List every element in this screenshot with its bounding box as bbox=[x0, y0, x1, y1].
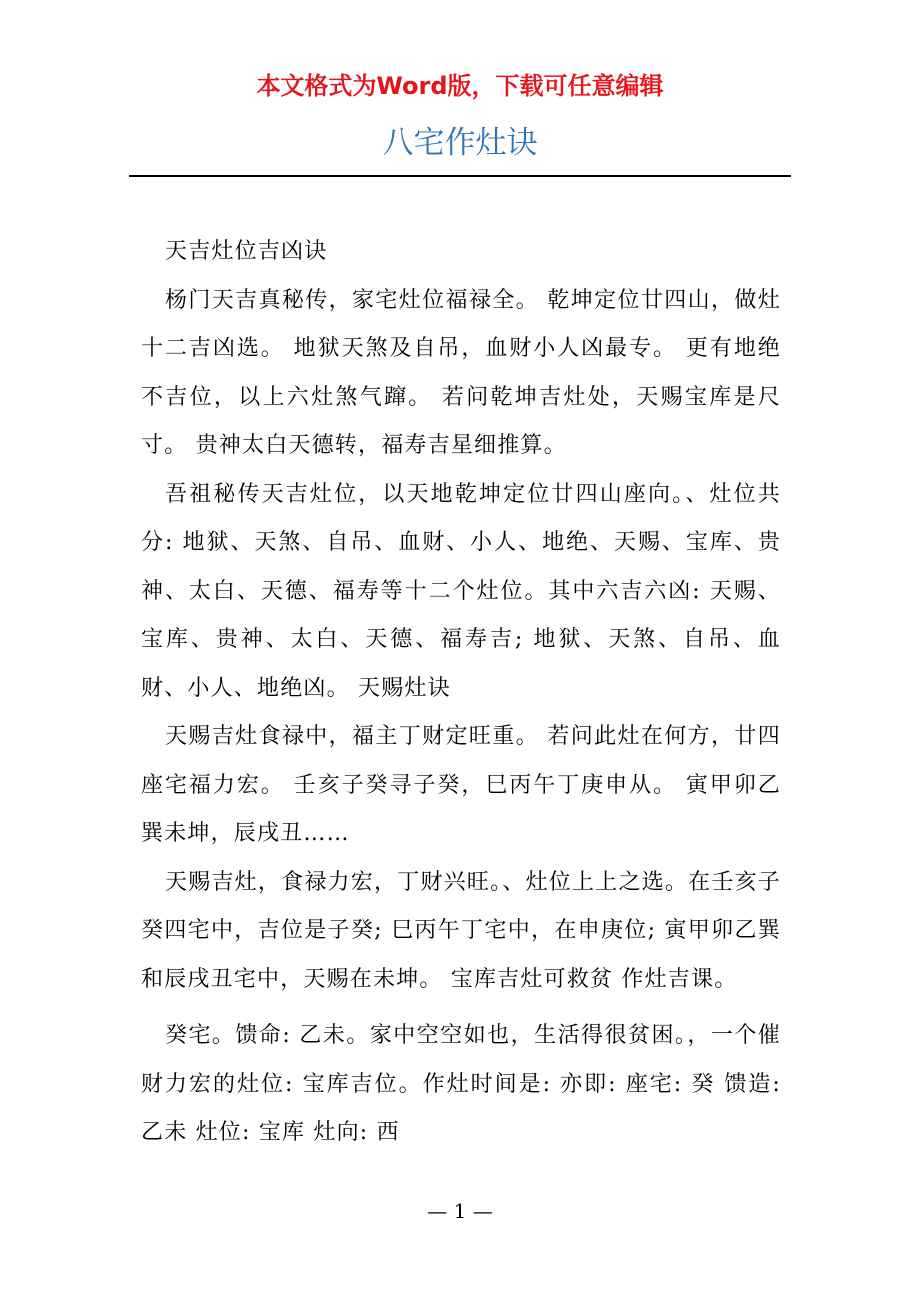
document-body bbox=[141, 228, 781, 1158]
title-divider bbox=[129, 175, 791, 177]
paragraph: 杨门天吉真秘传，家宅灶位福禄全。 乾坤定位廿四山，做灶十二吉凶选。 地狱天煞及自吊，血财小人凶最专。 更有地绝不吉位，以上六灶煞气蹿。 若问乾坤吉灶处，天赐宝库是尺寸。 贵神太白天德转，福寿吉星细推算。 bbox=[141, 287, 781, 458]
paragraph: 癸宅。馈命: 乙未。家中空空如也，生活得很贫困。，一个催财力宏的灶位: 宝库吉位。作灶时间是: 亦即: 座宅: 癸 馈造: 乙未 灶位: 宝库 灶向: 西 bbox=[141, 1023, 781, 1145]
document-title: 八宅作灶诀 bbox=[382, 125, 538, 161]
page-number: — 1 — bbox=[427, 1199, 493, 1223]
download-notice-banner: 本文格式为Word版，下载可任意编辑 bbox=[256, 72, 664, 100]
paragraph-heading: 天吉灶位吉凶诀 bbox=[165, 239, 328, 264]
paragraph: 吾祖秘传天吉灶位，以天地乾坤定位廿四山座向。、灶位共分: 地狱、天煞、自吊、血财、小人、地绝、天赐、宝库、贵神、太白、天德、福寿等十二个灶位。其中六吉六凶: 天赐、宝库、贵神、太白、天德、福寿吉; 地狱、天煞、自吊、血财、小人、地绝凶。 天赐灶诀 bbox=[141, 481, 781, 701]
paragraph: 天赐吉灶食禄中，福主丁财定旺重。 若问此灶在何方，廿四座宅福力宏。 壬亥子癸寻子癸，巳丙午丁庚申从。 寅甲卯乙巽未坤，辰戌丑…… bbox=[141, 724, 781, 846]
paragraph: 天赐吉灶，食禄力宏，丁财兴旺。、灶位上上之选。在壬亥子癸四宅中，吉位是子癸; 巳丙午丁宅中，在申庚位; 寅甲卯乙巽和辰戌丑宅中，天赐在未坤。 宝库吉灶可救贫 作灶吉课。 bbox=[141, 869, 781, 992]
